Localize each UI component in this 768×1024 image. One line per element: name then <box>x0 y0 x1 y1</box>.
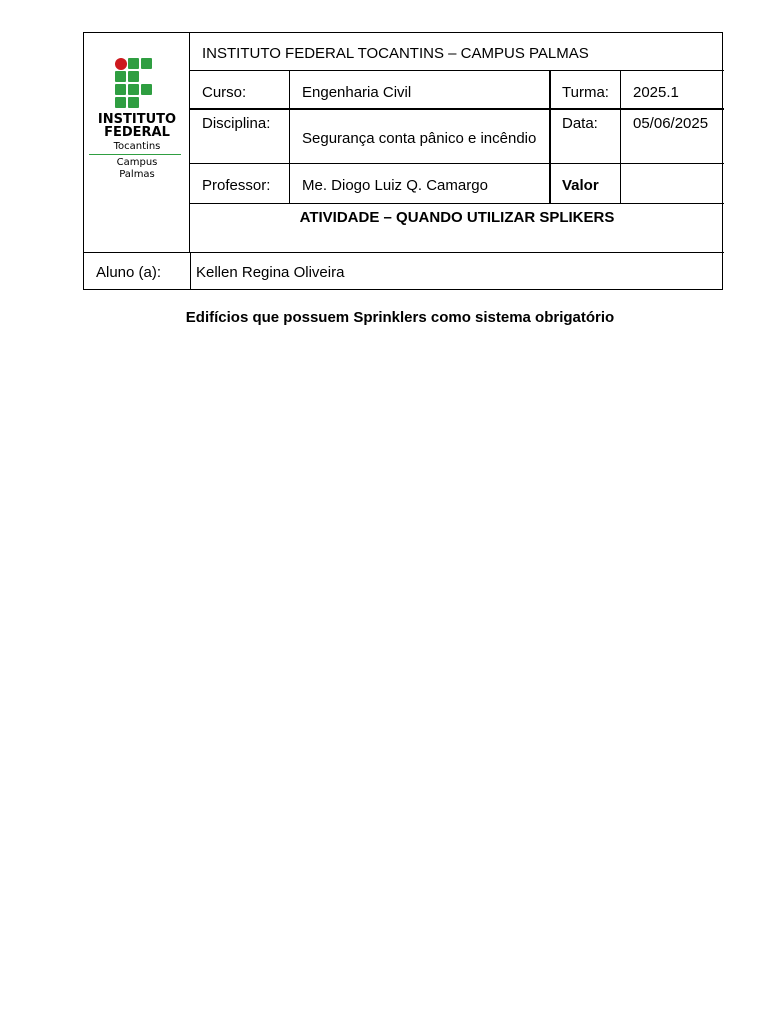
row-divider <box>190 203 724 204</box>
column-divider <box>620 70 621 203</box>
row-divider <box>84 252 724 253</box>
row-divider <box>190 70 724 71</box>
curso-value: Engenharia Civil <box>302 84 412 101</box>
row-divider <box>190 108 724 110</box>
professor-label: Professor: <box>202 177 271 194</box>
aluno-label: Aluno (a): <box>96 264 162 281</box>
professor-value: Me. Diogo Luiz Q. Camargo <box>302 177 488 194</box>
column-divider <box>190 252 191 290</box>
row-divider <box>190 163 724 164</box>
section-heading: Edifícios que possuem Sprinklers como sistema obrigatório <box>185 309 615 326</box>
curso-label: Curso: <box>202 84 247 101</box>
institution-title: INSTITUTO FEDERAL TOCANTINS – CAMPUS PALMAS <box>202 45 589 62</box>
data-label: Data: <box>562 115 598 132</box>
logo-cell <box>84 33 190 252</box>
activity-title: ATIVIDADE – QUANDO UTILIZAR SPLIKERS <box>299 209 615 226</box>
logo-name-line1: INSTITUTO <box>97 112 177 127</box>
logo-name-line2: FEDERAL <box>104 125 170 140</box>
logo-divider <box>89 154 181 155</box>
column-divider <box>289 70 290 203</box>
logo-state: Tocantins <box>113 141 161 152</box>
aluno-value: Kellen Regina Oliveira <box>196 264 345 281</box>
column-divider <box>549 70 551 203</box>
logo-campus-line2: Palmas <box>119 169 155 180</box>
disciplina-value: Segurança conta pânico e incêndio <box>302 130 537 147</box>
disciplina-label: Disciplina: <box>202 115 271 132</box>
data-value: 05/06/2025 <box>633 115 709 132</box>
header-table <box>83 32 723 290</box>
logo-campus-line1: Campus <box>116 157 158 168</box>
valor-label: Valor <box>562 177 599 194</box>
turma-label: Turma: <box>562 84 609 101</box>
turma-value: 2025.1 <box>633 84 679 101</box>
